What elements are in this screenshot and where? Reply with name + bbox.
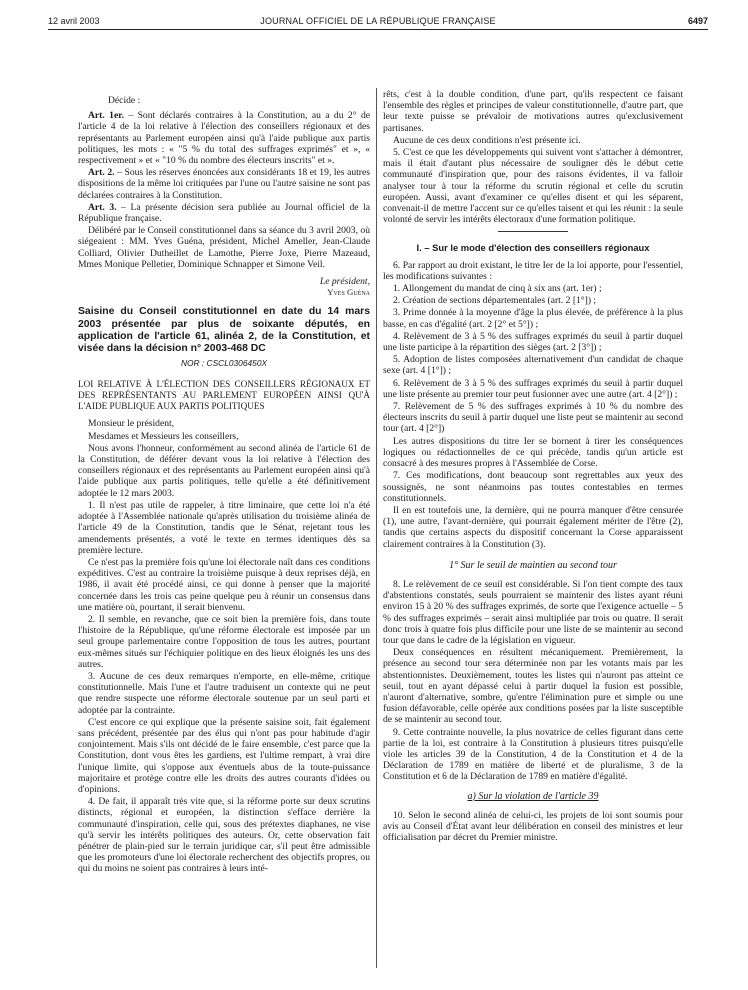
article-2 bbox=[78, 167, 370, 201]
section-divider bbox=[498, 231, 568, 232]
list-item-4: 4. Relèvement de 3 à 5 % des suffrages exprimés du seuil à partir duquel une liste participe à la répartition des sièges (art. 2 [3°]) ; bbox=[383, 330, 683, 354]
paragraph-4: 4. De fait, il apparaît très vite que, si la réforme porte sur deux scrutins distincts, régional et européen, la distinction s'efface derrière la communauté d'inspiration, celle qui, sous des prétextes diaphanes, ne vise qu'à servir les intérêts politiques des auteurs. Or, cette observation fait pénétrer de plain-pied sur le terrain juridique car, s'il peut être admissible que les promoteurs d'une loi électorale recherchent des objectifs propres, ou qui du moins ne soient pas contraires à leurs inté- bbox=[78, 796, 370, 875]
nor-reference bbox=[78, 358, 370, 369]
continued-paragraph: rêts, c'est à la double condition, d'une part, qu'ils respectent ce faisant l'ensemble des règles et principes de valeur constitutionnelle, d'autre part, que leur texte puisse se prévaloir de motivations autres qu'exclusivement partisanes. bbox=[383, 89, 683, 134]
list-item-2: 2. Création de sections départementales (art. 2 [1°]) ; bbox=[393, 295, 597, 307]
intro-paragraph: Nous avons l'honneur, conformément au second alinéa de l'article 61 de la Constitution, de déférer devant vous la loi relative à l'élection des conseillers régionaux et des représentants au Parlement européen ainsi qu'à l'aide publique aux partis politiques, telle qu'elle a été définitivement adoptée le 12 mars 2003. bbox=[78, 442, 370, 499]
decide-line: Décide : bbox=[108, 95, 141, 106]
column-divider bbox=[376, 88, 377, 968]
law-title: LOI RELATIVE À L'ÉLECTION DES CONSEILLERS RÉGIONAUX ET DES REPRÉSENTANTS AU PARLEMENT EUROPÉEN AINSI QU'À L'AIDE PUBLIQUE AUX PARTIS POLITIQUES bbox=[78, 379, 370, 412]
saisine-title: Saisine du Conseil constitutionnel en date du 14 mars 2003 présentée par plus de soixante députés, en application de l'article 61, alinéa 2, de la Constitution, et visée dans la décision n° 2003-468 DC bbox=[78, 306, 370, 355]
paragraph-3: 3. Aucune de ces deux remarques n'emporte, en elle-même, critique constitutionnelle. Mais l'une et l'autre traduisent un contexte qui ne peut que rendre suspecte une réforme électorale soutenue par un seul parti et adoptée par la contrainte. bbox=[78, 670, 370, 716]
deliberation-paragraph: Délibéré par le Conseil constitutionnel dans sa séance du 3 avril 2003, où siégeaient : MM. Yves Guéna, président, Michel Ameller, Jean-Claude Colliard, Olivier Dutheillet de Lamothe, Pierre Joxe, Pierre Mazeaud, Mmes Monique Pelletier, Dominique Schnapper et Simone Veil. bbox=[78, 225, 370, 270]
list-item-5: 5. Adoption de listes composées alternativement d'un candidat de chaque sexe (art. 4 [1°]) ; bbox=[383, 354, 683, 377]
paragraph-6: 6. Par rapport au droit existant, le titre Ier de la loi apporte, pour l'essentiel, les modifications suivantes : bbox=[383, 259, 683, 282]
paragraph-2: 2. Il semble, en revanche, que ce soit bien la première fois, dans toute l'histoire de la République, qu'une réforme électorale est imposée par un seul groupe parlementaire contre l'opposition de tous les autres, pourtant eux-mêmes situés sur l'échiquier politique en des lieux éloignés les uns des autres. bbox=[78, 613, 370, 670]
paragraph-5: 5. C'est ce que les développements qui suivent vont s'attacher à démontrer, mais il était d'autant plus nécessaire de souligner dès le début cette communauté d'inspiration que, pour des raisons évidentes, il va falloir analyser tour à tour la réforme du scrutin régional et celle du scrutin européen. Aussi, avant d'examiner ce qu'elles disent et qui les séparent, convenait-il de mettre l'accent sur ce qu'elles taisent et qui les réunit : la seule volonté de servir les intérêts électoraux d'une formation politique. bbox=[383, 147, 683, 226]
article-2-label: Art. 2. bbox=[88, 167, 115, 179]
signature-role: Le président, bbox=[319, 276, 370, 288]
article-2-text: – Sous les réserves énoncées aux considérants 18 et 19, les autres dispositions de la même loi critiquées par l'une ou l'autre saisine ne sont pas déclarées contraires à la Constitution. bbox=[78, 167, 370, 201]
paragraph-8: 8. Le relèvement de ce seuil est considérable. Si l'on tient compte des taux d'abstentions constatés, seuls pourraient se maintenir des listes ayant réuni environ 15 à 20 % des suffrages exprimés, de sorte que l'exigence actuelle – 5 % des suffrages exprimés – serait ainsi multipliée par trois ou quatre. Il serait donc trois à quatre fois plus difficile pour une liste de se maintenir au second tour que dans le cadre de la législation en vigueur. bbox=[383, 578, 683, 646]
article-1 bbox=[78, 110, 370, 166]
article-1-text: – Sont déclarés contraires à la Constitution, au a du 2° de l'article 4 de la loi relative à l'élection des conseillers régionaux et des représentants au Parlement européen ainsi qu'à l'aide publique aux partis politiques, les mots : « "5 % du total des suffrages exprimés" et », « respectivement » et « "10 % du nombre des électeurs inscrits" et ». bbox=[78, 110, 370, 167]
journal-title: JOURNAL OFFICIEL DE LA RÉPUBLIQUE FRANÇAISE bbox=[260, 16, 496, 26]
greeting-counsellors: Mesdames et Messieurs les conseillers, bbox=[88, 430, 239, 442]
paragraph-7b: Il en est toutefois une, la dernière, qui ne pourra manquer d'être censurée (1), une autre, l'avant-dernière, qui pourrait également mériter de l'être (2), tandis que certains aspects du dispositif concernant la Corse apparaissent clairement contraires à la Constitution (3). bbox=[383, 504, 683, 550]
header-rule bbox=[48, 29, 708, 30]
list-item-7: 7. Relèvement de 5 % des suffrages exprimés à 10 % du nombre des électeurs inscrits du seuil à partir duquel une liste peut se maintenir au second tour (art. 4 [2°]) bbox=[383, 401, 683, 435]
article-1-label: Art. 1er. bbox=[88, 110, 125, 122]
continued-paragraph-2: Aucune de ces deux conditions n'est présente ici. bbox=[393, 134, 581, 146]
subsection-title-article-39: a) Sur la violation de l'article 39 bbox=[467, 790, 599, 802]
nor-value: CSCL0306450X bbox=[206, 358, 268, 369]
paragraph-9: 9. Cette contrainte nouvelle, la plus novatrice de celles figurant dans cette partie de la loi, est contraire à la Constitution à plusieurs titres puisqu'elle viole les articles 39 de la Constitution, 4 de la Constitution et 4 de la Déclaration de 1789 en matière de liberté et de pluralisme, 3 de la Constitution et 6 de la Déclaration de 1789 en matière d'égalité. bbox=[383, 726, 683, 783]
article-3 bbox=[78, 202, 370, 224]
list-item-1: 1. Allongement du mandat de cinq à six ans (art. 1er) ; bbox=[393, 283, 602, 295]
page-number: 6497 bbox=[687, 16, 708, 26]
paragraph-1b: Ce n'est pas la première fois qu'une loi électorale naît dans ces conditions expéditives. C'est au contraire la troisième puisque à deux reprises déjà, en 1986, il avait été procédé ainsi, ce qui donne à penser que la majorité concernée dans les trois cas peine quelque peu à réunir un consensus dans une matière où, pourtant, il serait bienvenu. bbox=[78, 556, 370, 613]
list-item-6: 6. Relèvement de 3 à 5 % des suffrages exprimés du seuil à partir duquel une liste présente au premier tour peut fusionner avec une autre (art. 4 [2°]) ; bbox=[383, 377, 683, 400]
subsection-title-threshold: 1° Sur le seuil de maintien au second tour bbox=[449, 559, 617, 571]
left-column bbox=[78, 95, 370, 876]
section-title-regional: I. – Sur le mode d'élection des conseillers régionaux bbox=[416, 242, 650, 254]
paragraph-other-provisions: Les autres dispositions du titre Ier se bornent à tirer les conséquences logiques ou rédactionnelles de ce qui précède, tandis qu'un article est consacré à des mesures propres à l'Assemblée de Corse. bbox=[383, 435, 683, 470]
signature-name: Yves Guéna bbox=[327, 287, 370, 298]
paragraph-8b: Deux conséquences en résultent mécaniquement. Premièrement, la présence au second tour sera déterminée non par les votants mais par les abstentionnistes. Deuxièmement, toutes les listes qui n'auront pas atteint ce seuil, tout en ayant dépassé celui à partir duquel la fusion est possible, n'auront d'alternative, sombre, qu'entre l'élimination pure et simple ou une fusion défavorable, celle opérée aux conditions posées par la liste susceptible de se maintenir au second tour. bbox=[383, 647, 683, 726]
page-header bbox=[48, 14, 708, 30]
paragraph-3b: C'est encore ce qui explique que la présente saisine soit, fait également sans précédent, présentée par des élus qui n'ont pas pour habitude d'agir conjointement. Mais s'ils ont décidé de le faire ensemble, c'est parce que la Constitution, dont vous êtes les gardiens, est l'ultime rempart, à vrai dire l'unique limite, qui s'oppose aux éventuels abus de la toute-puissance majoritaire et protège contre elle les droits des autres courants d'idées ou d'opinions. bbox=[78, 716, 370, 795]
header-date: 12 avril 2003 bbox=[48, 16, 100, 26]
paragraph-1: 1. Il n'est pas utile de rappeler, à titre liminaire, que cette loi n'a été adoptée à l'Assemblée nationale qu'après utilisation du troisième alinéa de l'article 49 de la Constitution, tandis que le Sénat, rejetant tous les amendements présentés, a voté le texte en termes identiques dès sa première lecture. bbox=[78, 499, 370, 556]
article-3-label: Art. 3. bbox=[88, 201, 117, 213]
paragraph-7: 7. Ces modifications, dont beaucoup sont regrettables aux yeux des soussignés, ne sont néanmoins pas toutes contestables en termes constitutionnels. bbox=[383, 470, 683, 504]
paragraph-10: 10. Selon le second alinéa de celui-ci, les projets de loi sont soumis pour avis au Conseil d'État avant leur délibération en conseil des ministres et leur officialisation par décret du Premier ministre. bbox=[383, 809, 683, 844]
list-item-3: 3. Prime donnée à la moyenne d'âge la plus élevée, de préférence à la plus basse, en cas d'égalité (art. 2 [2° et 5°]) ; bbox=[383, 307, 683, 330]
right-column bbox=[383, 89, 683, 844]
nor-label: NOR : bbox=[180, 358, 207, 369]
article-3-text: – La présente décision sera publiée au Journal officiel de la République française. bbox=[78, 201, 371, 225]
greeting-president: Monsieur le président, bbox=[88, 418, 175, 430]
